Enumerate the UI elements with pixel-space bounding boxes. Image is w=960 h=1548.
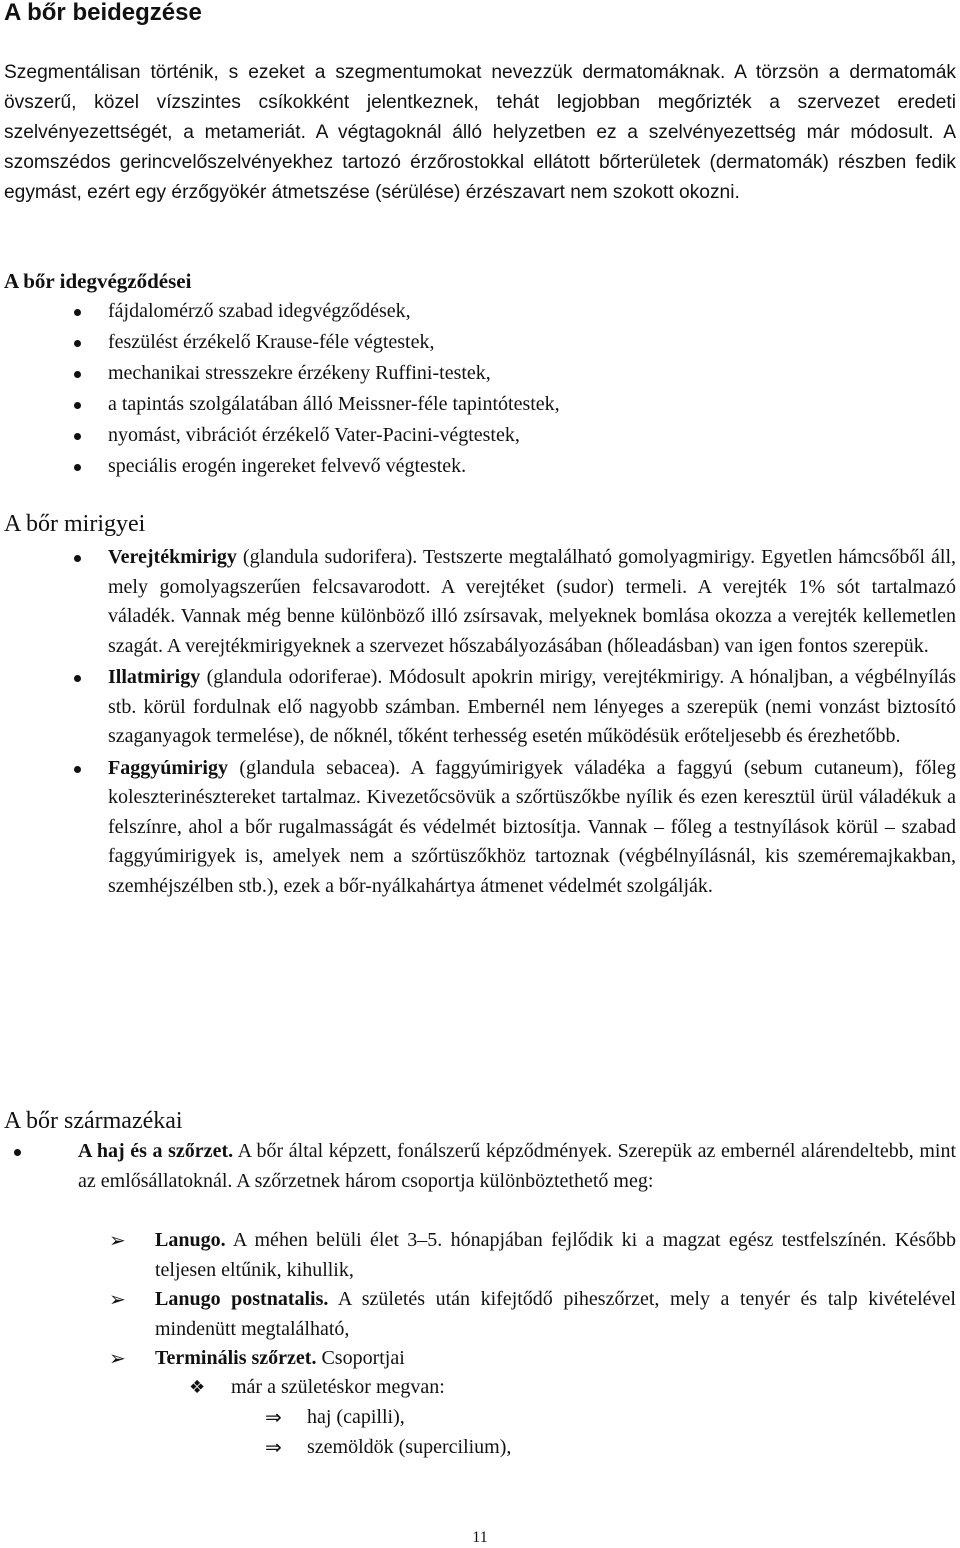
list-item: ➢ Terminális szőrzet. Csoportjai [155, 1344, 956, 1374]
list-item: speciális erogén ingereket felvevő végtestek. [108, 452, 948, 483]
implies-arrow-icon: ⇒ [265, 1405, 282, 1429]
bullet-icon [74, 371, 81, 378]
section-heading-glands: A bőr mirigyei [4, 511, 146, 537]
arrowhead-bullet-icon: ➢ [109, 1287, 126, 1311]
hair-types-list [109, 1226, 956, 1374]
intro-paragraph: Szegmentálisan történik, s ezeket a szegmentumokat nevezzük dermatomáknak. A törzsön a dermatomák övszerű, közel vízszintes csíkokként jelentkeznek, tehát legjobban megőrizték a szervezet eredeti szelvényezettségét, a metameriát. A végtagoknál álló helyzetben ez a szelvényezettség már módosult. A szomszédos gerincvelőszelvényekhez tartozó érzőrostokkal ellátott bőrterületek (dermatomák) részben fedik egymást, ezért egy érzőgyökér átmetszése (sérülése) érzészavart nem szokott okozni. [4, 62, 956, 203]
nerve-endings-list [108, 297, 948, 483]
bullet-icon [14, 1149, 21, 1156]
bullet-icon [74, 675, 81, 682]
list-item: feszülést érzékelő Krause-féle végtestek, [108, 328, 948, 359]
arrowhead-bullet-icon: ➢ [109, 1346, 126, 1370]
list-item: mechanikai stresszekre érzékeny Ruffini-testek, [108, 359, 948, 390]
section-heading-nerve-endings: A bőr idegvégződései [4, 269, 192, 293]
list-item: A haj és a szőrzet. A bőr által képzett, fonálszerű képződmények. Szerepük az embernél alárendeltebb, mint az emlősállatoknál. A szőrzetnek három csoportja különböztethető meg: [78, 1137, 956, 1196]
group-label-row: ❖ már a születéskor megvan: [231, 1373, 931, 1403]
bullet-icon [74, 555, 81, 562]
bullet-icon [74, 340, 81, 347]
arrowhead-bullet-icon: ➢ [109, 1228, 126, 1252]
hair-group [189, 1373, 931, 1403]
list-item: Illatmirigy (glandula odoriferae). Módosult apokrin mirigy, verejtékmirigy. A hónaljban, a végbélnyílás stb. körül fordulnak elő nagyobb számban. Embernél nem lényeges a szerepük (nemi vonzást biztosító szaganyagok termelése), de nőknél, tőként terhesség esetén működésük erőteljesebb és érezhetőbb. [108, 663, 956, 752]
page-number: 11 [472, 1529, 488, 1546]
list-item: fájdalomérző szabad idegvégződések, [108, 297, 948, 328]
list-item: ➢ Lanugo postnatalis. A születés után kifejtődő piheszőrzet, mely a tenyér és talp kivételével mindenütt megtalálható, [109, 1287, 956, 1340]
hair-group-items [265, 1403, 927, 1463]
list-item: Faggyúmirigy (glandula sebacea). A faggyúmirigyek váladéka a faggyú (sebum cutaneum), főleg koleszterinésztereket tartalmaz. Kivezetőcsövük a szőrtüszőkbe nyílik és ezen keresztül ürül váladékuk a felszínre, ahol a bőr rugalmasságát és védelmét biztosítja. Vannak – főleg a testnyílások körül – szabad faggyúmirigyek is, amelyek nem a szőrtüszőkhöz tartoznak (végbélnyílásnál, kis szeméremajkakban, szemhéjszélben stb.), ezek a bőr-nyálkahártya átmenet védelmét szolgálják. [108, 754, 956, 902]
page-title: A bőr beidegzése [4, 0, 202, 26]
derivatives-list [78, 1137, 956, 1196]
list-item: Verejtékmirigy (glandula sudorifera). Testszerte megtalálható gomolyagmirigy. Egyetlen hámcsőből áll, mely gomolyagszerűen felcsavarodott. A verejtéket (sudor) termeli. A verejték 1% sót tartalmazó váladék. Vannak még benne különböző illó zsírsavak, melyeknek bomlása okozza a verejték kellemetlen szagát. A verejtékmirigyeknek a szervezet hőszabályozásában (hőleadásban) van igen fontos szerepük. [108, 543, 956, 661]
bullet-icon [74, 464, 81, 471]
implies-arrow-icon: ⇒ [265, 1435, 282, 1459]
list-item: ⇒ szemöldök (supercilium), [307, 1433, 927, 1463]
list-item: ➢ Lanugo. A méhen belüli élet 3–5. hónapjában fejlődik ki a magzat egész testfelszínén. Később teljesen eltűnik, kihullik, [109, 1228, 956, 1281]
bullet-icon [74, 433, 81, 440]
bullet-icon [74, 766, 81, 773]
list-item: ⇒ haj (capilli), [307, 1403, 927, 1433]
list-item: nyomást, vibrációt érzékelő Vater-Pacini-végtestek, [108, 421, 948, 452]
diamond-bullet-icon: ❖ [189, 1377, 206, 1398]
bullet-icon [74, 402, 81, 409]
glands-list [108, 543, 956, 901]
section-heading-derivatives: A bőr származékai [4, 1108, 183, 1134]
list-item: a tapintás szolgálatában álló Meissner-féle tapintótestek, [108, 390, 948, 421]
bullet-icon [74, 309, 81, 316]
